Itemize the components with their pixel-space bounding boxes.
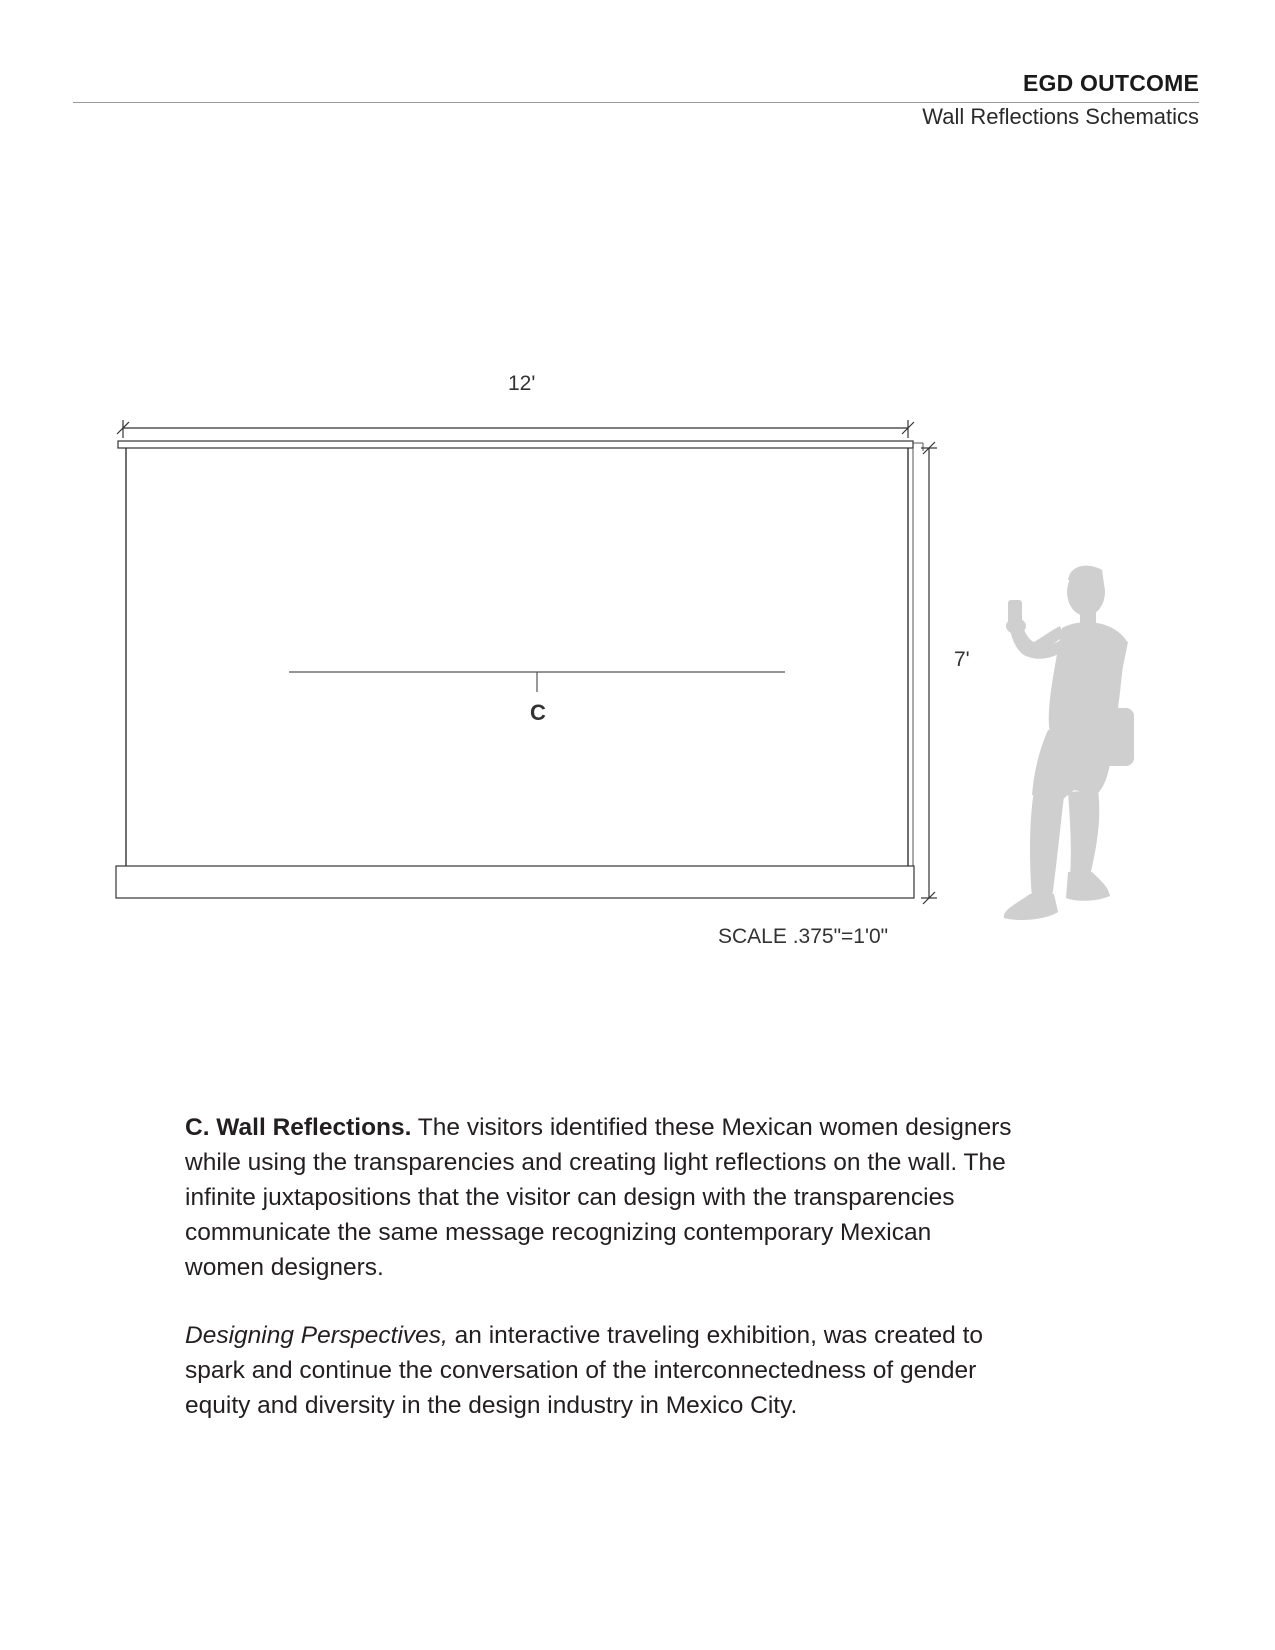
section-marker-label: C <box>530 700 546 725</box>
height-dimension-line <box>921 442 937 904</box>
width-dimension-line <box>117 420 914 438</box>
paragraph-lead: Designing Perspectives, <box>185 1322 448 1349</box>
wall-reflections-paragraph <box>185 1110 1015 1285</box>
width-dimension-label: 12' <box>508 372 536 395</box>
paragraph-text: an interactive traveling exhibition, was created to spark and continue the conversation of the interconnectedness of gender equity and diversity in the design industry in Mexico City. <box>185 1322 984 1419</box>
paragraph-text: The visitors identified these Mexican women designers while using the transparencies and creating light reflections on the wall. The infinite juxtapositions that the visitor can design with the transparencies communicate the same message recognizing contemporary Mexican women designers. <box>185 1114 1012 1281</box>
visitor-silhouette-icon <box>1004 566 1134 920</box>
wall-base <box>116 866 914 898</box>
section-c-line <box>289 672 785 692</box>
wall-side-edge <box>913 443 923 866</box>
document-title: EGD OUTCOME <box>1023 70 1199 96</box>
height-dimension-label: 7' <box>954 648 970 671</box>
document-subtitle: Wall Reflections Schematics <box>922 104 1199 129</box>
wall-panel <box>126 448 908 866</box>
wall-top-ledge <box>118 441 913 448</box>
scale-label: SCALE .375"=1'0" <box>718 925 889 948</box>
designing-perspectives-paragraph <box>185 1318 1015 1423</box>
paragraph-lead: C. Wall Reflections. <box>185 1114 412 1141</box>
